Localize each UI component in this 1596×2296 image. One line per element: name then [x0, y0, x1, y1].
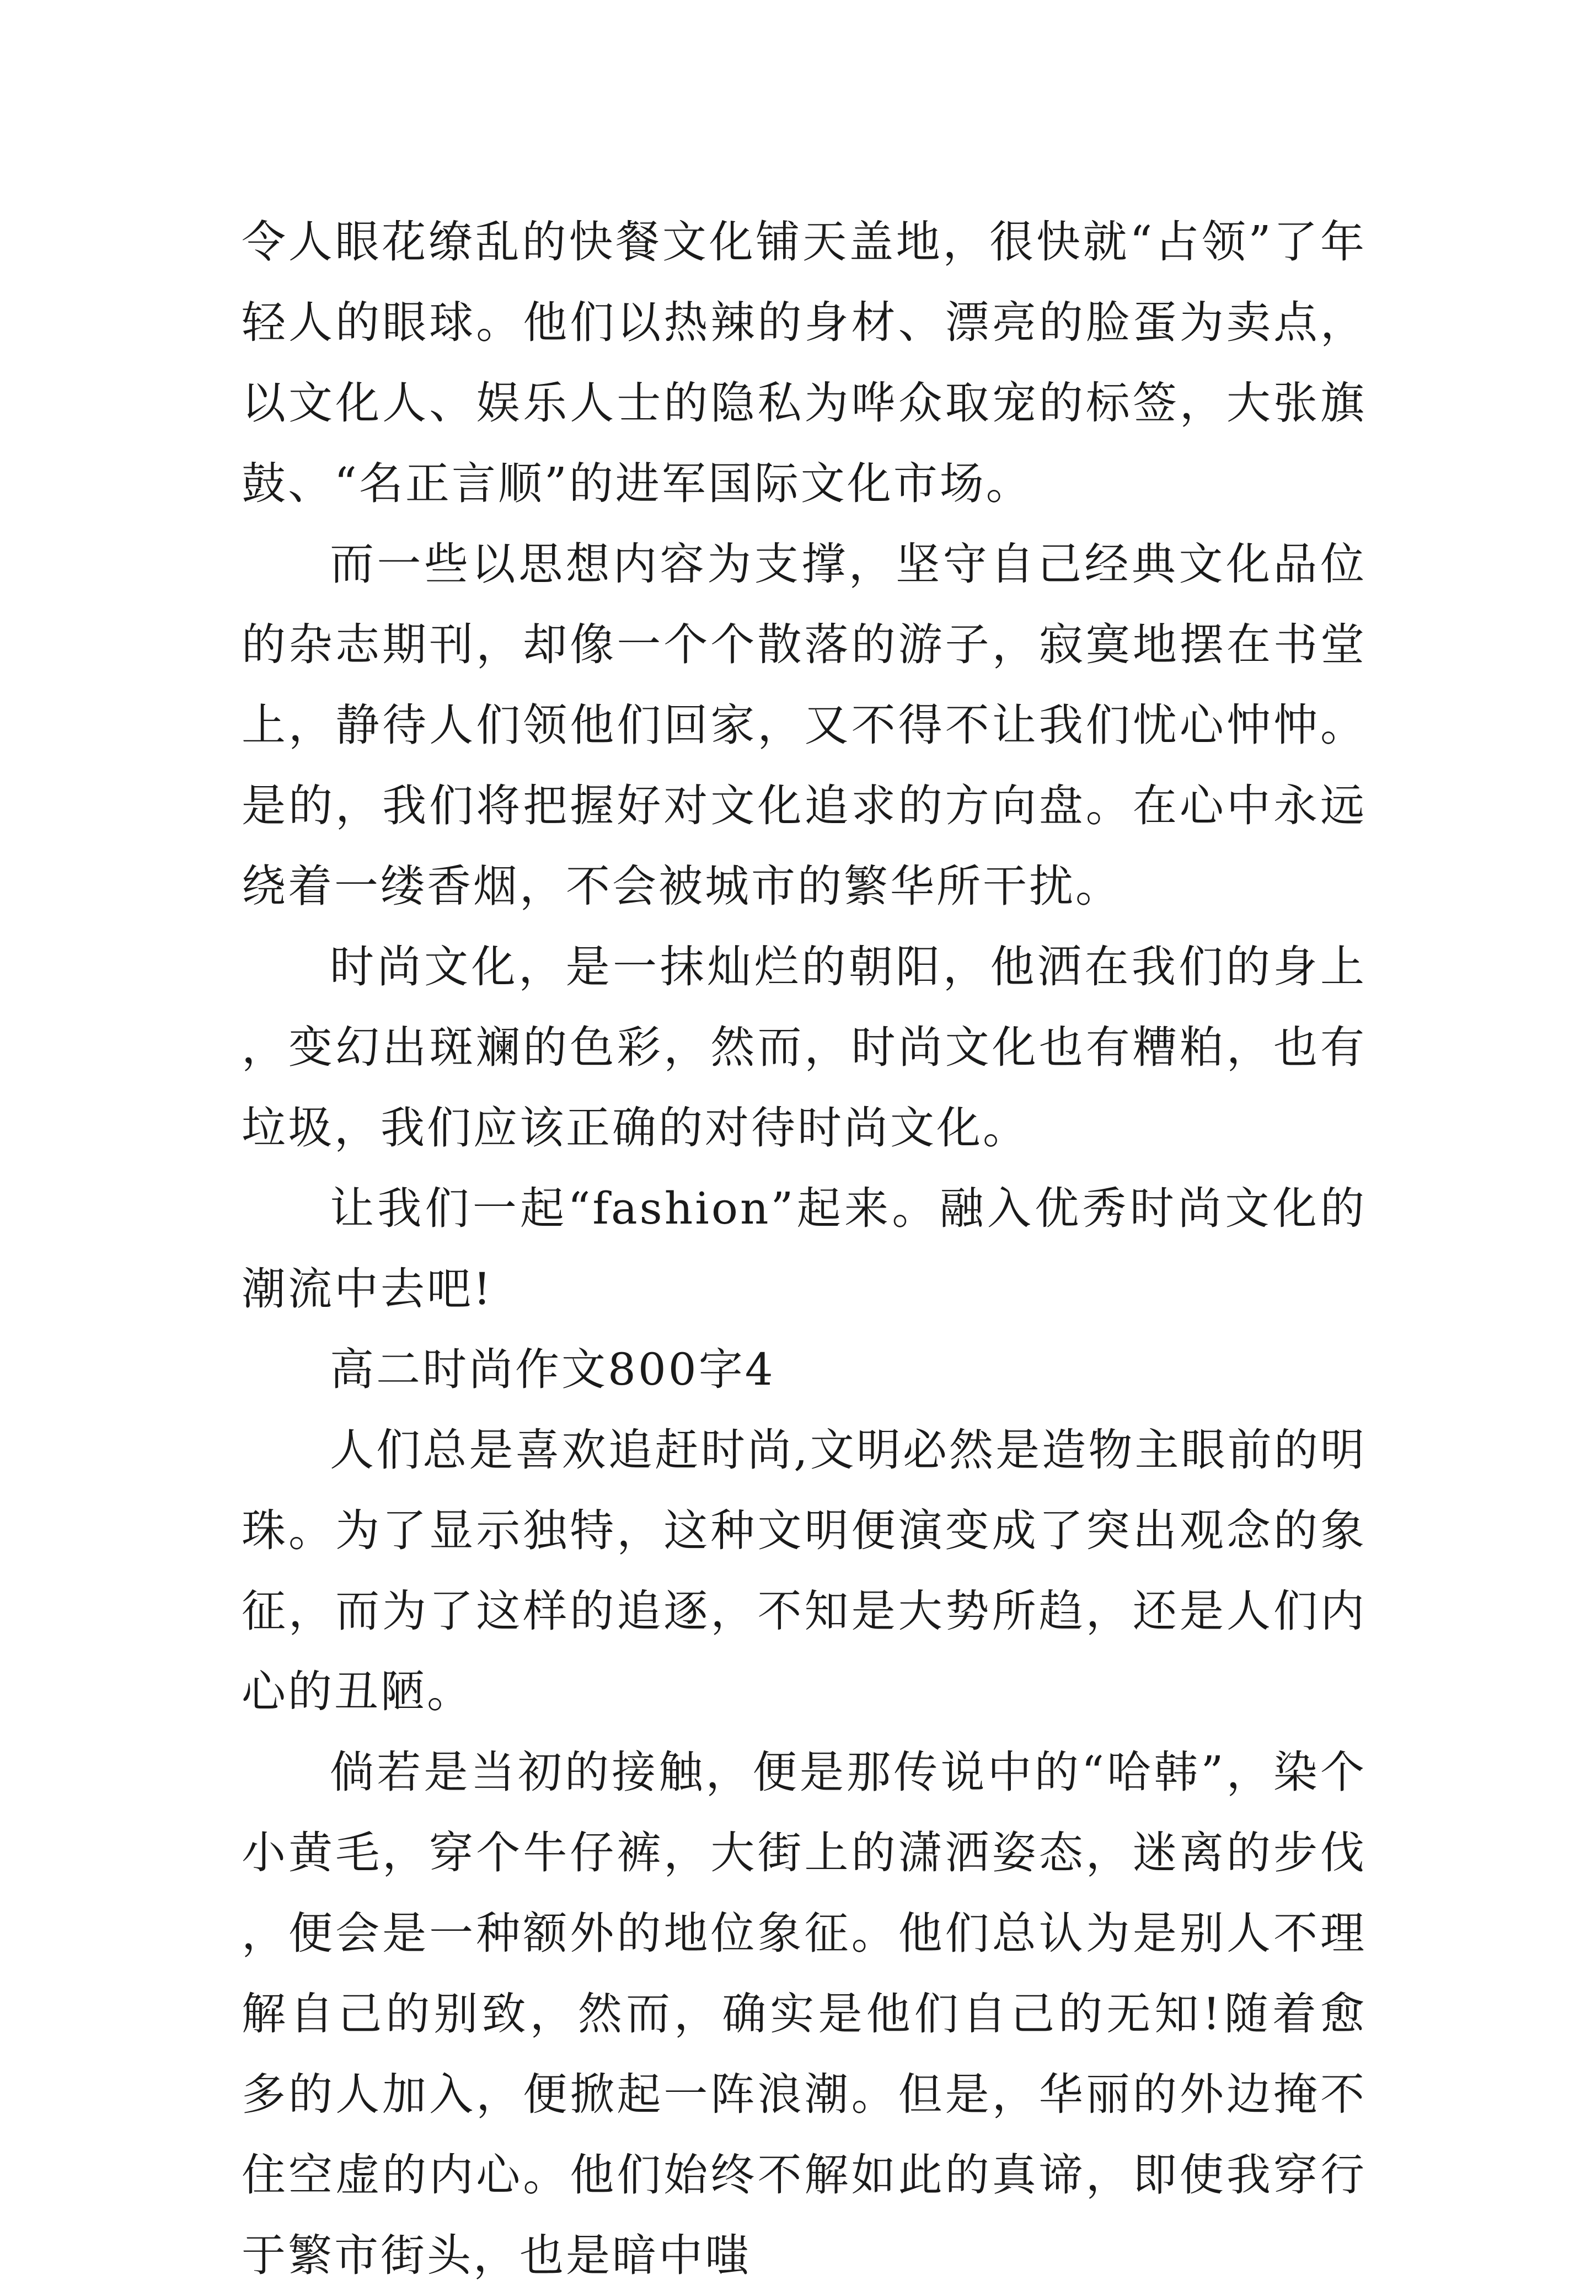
paragraph: 让我们一起“fashion”起来。融入优秀时尚文化的潮流中去吧! — [242, 1183, 1367, 1315]
paragraph: 时尚文化，是一抹灿烂的朝阳，他洒在我们的身上，变幻出斑斓的色彩，然而，时尚文化也有糟粕，也有垃圾，我们应该正确的对待时尚文化。 — [242, 941, 1367, 1154]
paragraph: 人们总是喜欢追赶时尚,文明必然是造物主眼前的明珠。为了显示独特，这种文明便演变成了突出观念的象征，而为了这样的追逐，不知是大势所趋，还是人们内心的丑陋。 — [242, 1424, 1367, 1717]
paragraph: 倘若是当初的接触，便是那传说中的“哈韩”，染个小黄毛，穿个牛仔裤，大街上的潇洒姿态，迷离的步伐，便会是一种额外的地位象征。他们总认为是别人不理解自己的别致，然而，确实是他们自己的无知!随着愈多的人加入，便掀起一阵浪潮。但是，华丽的外边掩不住空虚的内心。他们始终不解如此的真谛，即使我穿行于繁市街头，也是暗中嗤 — [242, 1747, 1367, 2281]
paragraph: 令人眼花缭乱的快餐文化铺天盖地，很快就“占领”了年轻人的眼球。他们以热辣的身材、漂亮的脸蛋为卖点，以文化人、娱乐人士的隐私为哗众取宠的标签，大张旗鼓、“名正言顺”的进军国际文化市场。 — [242, 216, 1367, 509]
section-heading: 高二时尚作文800字4 — [330, 1344, 775, 1395]
document-body — [242, 202, 1367, 2296]
paragraph: 而一些以思想内容为支撑，坚守自己经典文化品位的杂志期刊，却像一个个散落的游子，寂寞地摆在书堂上，静待人们领他们回家，又不得不让我们忧心忡忡。是的，我们将把握好对文化追求的方向盘。在心中永远绕着一缕香烟，不会被城市的繁华所干扰。 — [242, 538, 1367, 912]
